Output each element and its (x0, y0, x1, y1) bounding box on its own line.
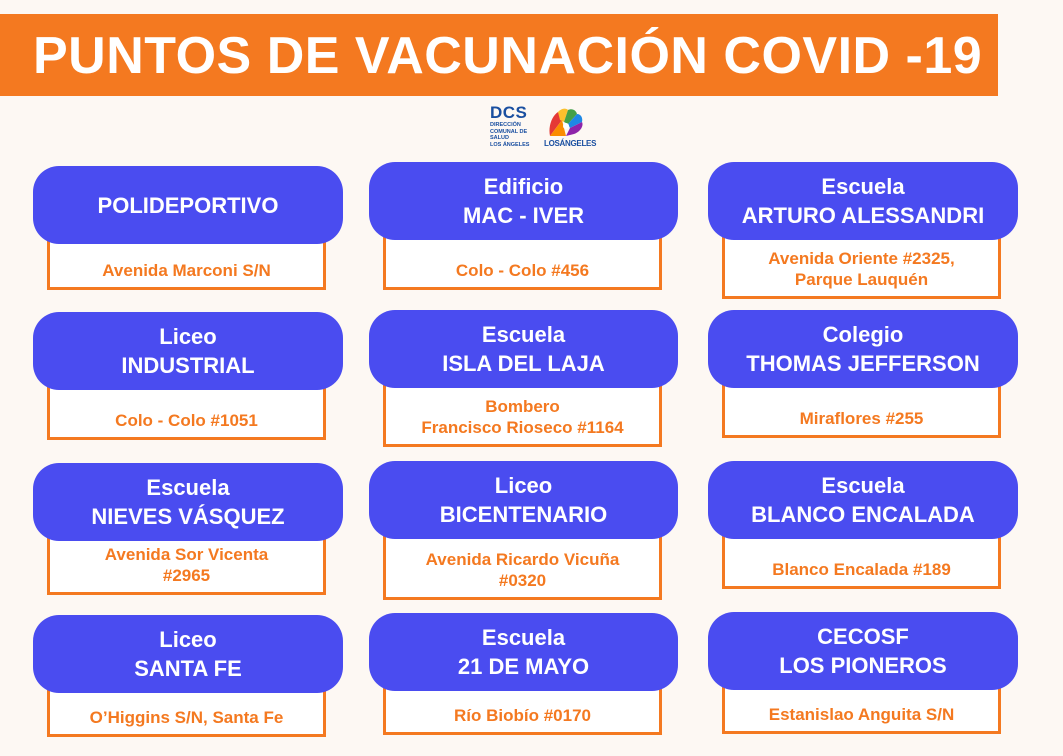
location-name-line: Colegio (822, 322, 904, 347)
location-name (708, 461, 1018, 539)
location-address-line: Colo - Colo #456 (455, 261, 590, 280)
location-card (708, 612, 1018, 734)
location-name (33, 166, 343, 244)
location-name-line: BLANCO ENCALADA (751, 502, 975, 527)
location-address (47, 535, 326, 595)
location-address-line: Avenida Marconi S/N (102, 261, 271, 280)
location-address-line: Bombero (485, 397, 560, 416)
location-name-line: THOMAS JEFFERSON (746, 351, 980, 376)
location-card (33, 463, 343, 595)
location-name (369, 162, 678, 240)
location-name-line: Escuela (146, 475, 230, 500)
location-card (369, 461, 678, 600)
location-address (722, 234, 1001, 299)
title-banner (0, 14, 998, 96)
municipality-name: LOSÁNGELES (544, 139, 597, 148)
location-name (369, 310, 678, 388)
location-name-line: BICENTENARIO (439, 502, 608, 527)
location-address-line: Avenida Oriente #2325, (768, 249, 955, 268)
location-name-line: Liceo (159, 627, 217, 652)
location-address-line: Parque Lauquén (794, 270, 929, 289)
location-card (33, 615, 343, 737)
location-address (722, 684, 1001, 734)
location-address-line: O’Higgins S/N, Santa Fe (89, 708, 284, 727)
location-card (708, 310, 1018, 438)
location-card (708, 461, 1018, 589)
location-name-line: Liceo (494, 473, 553, 498)
location-name-line: Escuela (481, 625, 566, 650)
location-address-line: Blanco Encalada #189 (772, 560, 951, 579)
location-card (369, 162, 678, 290)
location-name-line: Liceo (159, 324, 217, 349)
location-name (33, 463, 343, 541)
location-name (369, 461, 678, 539)
location-address (383, 685, 662, 735)
location-name-line: Escuela (821, 174, 905, 199)
location-address (47, 384, 326, 440)
location-card (369, 310, 678, 447)
location-address-line: #2965 (162, 566, 211, 585)
location-address (383, 533, 662, 600)
location-address-line: Estanislao Anguita S/N (768, 705, 955, 724)
location-name-line: Escuela (481, 322, 566, 347)
location-name (33, 312, 343, 390)
dcs-logo-line: SALUD (490, 135, 509, 141)
location-name-line: 21 DE MAYO (457, 654, 590, 679)
location-card (708, 162, 1018, 299)
hand-logo-icon (544, 106, 588, 140)
location-name-line: ARTURO ALESSANDRI (741, 203, 985, 228)
location-address (383, 382, 662, 447)
location-name (33, 615, 343, 693)
location-name (708, 612, 1018, 690)
dcs-logo-line: COMUNAL DE (490, 128, 528, 135)
location-name-line: SANTA FE (134, 656, 242, 681)
location-address-line: Miraflores #255 (799, 409, 924, 428)
location-address-line: Avenida Ricardo Vicuña (425, 550, 620, 569)
location-card (369, 613, 678, 735)
location-name-line: POLIDEPORTIVO (97, 192, 279, 218)
location-card (33, 312, 343, 440)
location-address-line: Avenida Sor Vicenta (104, 545, 269, 564)
location-address-line: #0320 (498, 571, 547, 590)
location-name (369, 613, 678, 691)
location-card (33, 166, 343, 290)
location-address-line: Río Biobío #0170 (454, 706, 591, 725)
location-address (47, 687, 326, 737)
location-name-line: Edificio (483, 174, 564, 199)
location-name-line: ISLA DEL LAJA (442, 351, 605, 376)
location-name-line: INDUSTRIAL (121, 353, 255, 378)
location-address (383, 234, 662, 290)
location-address-line: Colo - Colo #1051 (115, 411, 258, 430)
location-address (47, 238, 326, 290)
location-name-line: Escuela (821, 473, 905, 498)
dcs-logo-name: DCS (490, 103, 528, 122)
location-address (722, 533, 1001, 589)
los-angeles-logo (544, 106, 597, 152)
location-name-line: CECOSF (817, 624, 909, 649)
dcs-logo (490, 104, 529, 148)
location-name (708, 310, 1018, 388)
location-name-line: LOS PIONEROS (779, 653, 947, 678)
location-name (708, 162, 1018, 240)
location-name-line: MAC - IVER (463, 203, 584, 228)
page-title: PUNTOS DE VACUNACIÓN COVID -19 (33, 27, 983, 85)
dcs-logo-line: LOS ÁNGELES (490, 141, 530, 148)
location-address-line: Francisco Rioseco #1164 (421, 418, 624, 437)
dcs-logo-line: DIRECCIÓN (490, 122, 521, 128)
logos (488, 103, 597, 152)
location-name-line: NIEVES VÁSQUEZ (91, 504, 285, 529)
location-address (722, 382, 1001, 438)
